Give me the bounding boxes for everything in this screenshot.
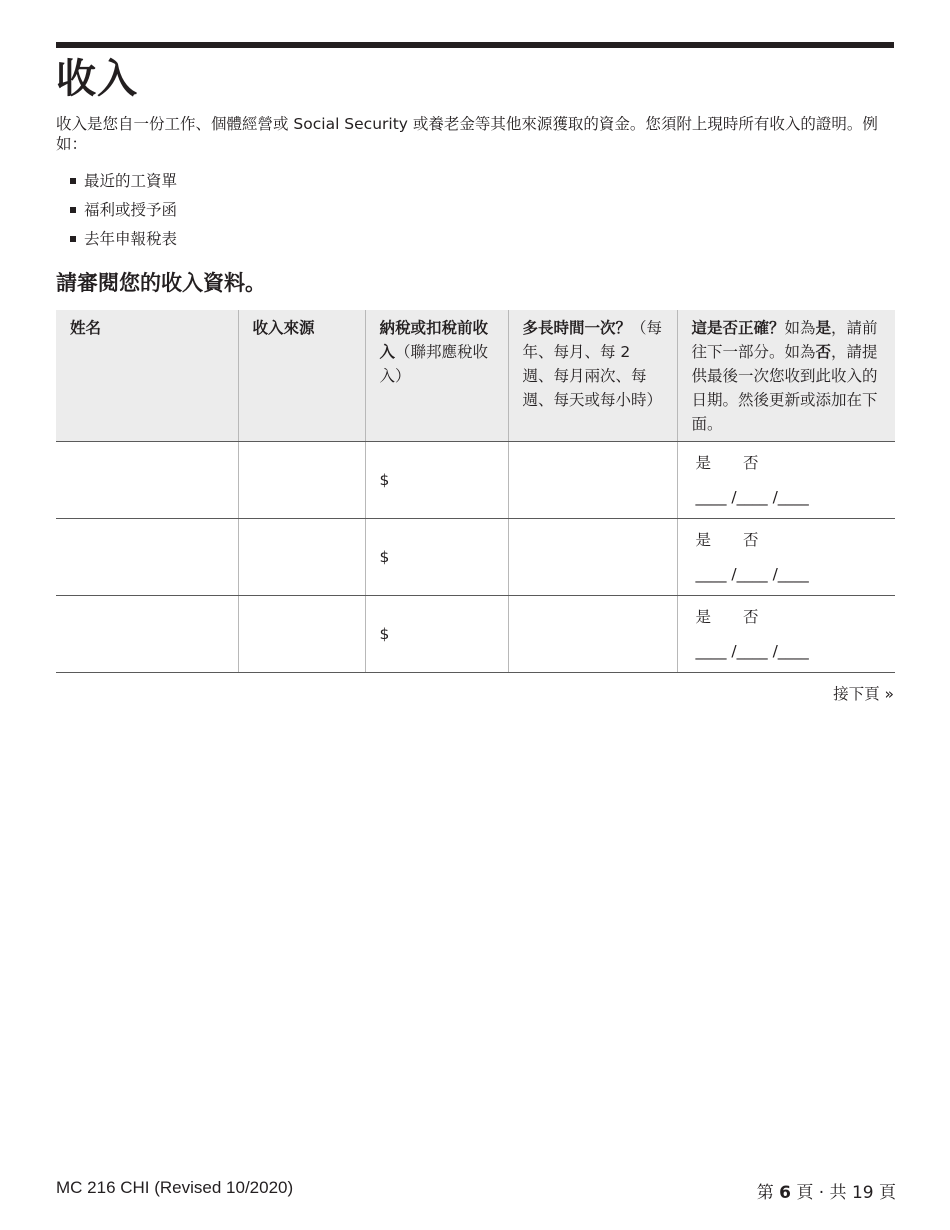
table-row	[56, 596, 895, 673]
frequency-cell[interactable]	[508, 596, 677, 673]
examples-list	[70, 166, 177, 253]
continue-next-page: 接下頁 »	[833, 685, 894, 703]
header-frequency: 多長時間一次？（每年、每月、每 2 週、每月兩次、每週、每天或每小時）	[508, 310, 677, 442]
name-cell[interactable]	[56, 519, 238, 596]
list-item: 福利或授予函	[70, 195, 177, 224]
name-cell[interactable]	[56, 442, 238, 519]
bullet-square-icon	[70, 236, 76, 242]
amount-cell[interactable]: $	[365, 596, 508, 673]
bullet-square-icon	[70, 207, 76, 213]
table-row	[56, 519, 895, 596]
confirm-cell	[677, 596, 895, 673]
yes-option[interactable]: 是	[695, 454, 712, 472]
intro-text: 收入是您自一份工作、個體經營或 Social Security 或養老金等其他來源獲取的資金。您須附上現時所有收入的證明。例如：	[56, 115, 878, 153]
source-cell[interactable]	[238, 442, 365, 519]
confirm-cell	[677, 519, 895, 596]
amount-cell[interactable]: $	[365, 519, 508, 596]
header-amount: 納稅或扣稅前收入（聯邦應稅收入）	[365, 310, 508, 442]
date-field[interactable]: ____ /____ /____	[695, 488, 809, 506]
top-rule	[56, 42, 894, 48]
table-header-row	[56, 310, 895, 442]
section-heading: 請審閱您的收入資料。	[56, 271, 266, 295]
amount-cell[interactable]: $	[365, 442, 508, 519]
income-table	[56, 310, 895, 673]
table-row	[56, 442, 895, 519]
header-source: 收入來源	[238, 310, 365, 442]
confirm-cell	[677, 442, 895, 519]
yes-option[interactable]: 是	[695, 531, 712, 549]
date-field[interactable]: ____ /____ /____	[695, 565, 809, 583]
bullet-square-icon	[70, 178, 76, 184]
no-option[interactable]: 否	[743, 608, 759, 626]
frequency-cell[interactable]	[508, 519, 677, 596]
date-field[interactable]: ____ /____ /____	[695, 642, 809, 660]
source-cell[interactable]	[238, 519, 365, 596]
page-title: 收入	[56, 56, 138, 102]
source-cell[interactable]	[238, 596, 365, 673]
header-name: 姓名	[56, 310, 238, 442]
frequency-cell[interactable]	[508, 442, 677, 519]
form-id: MC 216 CHI (Revised 10/2020)	[56, 1178, 294, 1197]
name-cell[interactable]	[56, 596, 238, 673]
page-number: 第 6 頁 · 共 19 頁	[756, 1183, 896, 1203]
no-option[interactable]: 否	[743, 454, 759, 472]
list-item: 最近的工資單	[70, 166, 177, 195]
list-item: 去年申報稅表	[70, 224, 177, 253]
yes-option[interactable]: 是	[695, 608, 712, 626]
no-option[interactable]: 否	[743, 531, 759, 549]
header-correct: 這是否正確？如為是，請前往下一部分。如為否，請提供最後一次您收到此收入的日期。然後更新或添加在下面。	[677, 310, 895, 442]
